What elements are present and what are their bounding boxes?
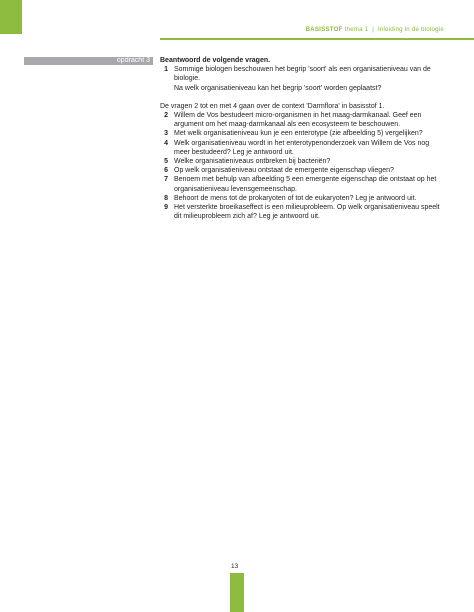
question-text: Met welk organisatieniveau kun je een enterotype (zie afbeelding 5) vergelijken?: [174, 130, 423, 138]
question-number: 3: [164, 130, 168, 138]
context-note: De vragen 2 tot en met 4 gaan over de context 'Darmflora' in basisstof 1.: [160, 102, 385, 110]
assignment-intro: Beantwoord de volgende vragen.: [160, 57, 271, 64]
question-number: 6: [164, 167, 168, 175]
question-number: 9: [164, 204, 168, 212]
question-number: 5: [164, 158, 168, 166]
question-text: Het versterkte broeikaseffect is een milieuprobleem. Op welk organisatieniveau speelt dit milieuprobleem zich af? Leg je antwoord uit.: [174, 204, 440, 221]
question-text: Op welk organisatieniveau ontstaat de emergente eigenschap vliegen?: [174, 167, 394, 175]
header-rule: [160, 38, 474, 40]
assignment-label-text: opdracht 3: [116, 57, 150, 64]
header-theme: thema 1: [344, 26, 369, 33]
assignment-content: [160, 56, 445, 221]
question-item: [160, 166, 445, 175]
question-item: [160, 203, 445, 221]
assignment-label: [24, 57, 153, 65]
question-number: 1: [164, 66, 168, 74]
question-item: [160, 111, 445, 129]
spacer: [160, 93, 445, 102]
question-text: Willem de Vos bestudeert micro-organismen in het maag-darmkanaal. Geef een argument om het maag-darmkanaal als een ecosysteem te beschouwen.: [174, 112, 422, 129]
question-text: Welke organisatieniveaus ontbreken bij bacteriën?: [174, 158, 331, 166]
running-header: [306, 26, 445, 33]
question-text: Sommige biologen beschouwen het begrip 'soort' als een organisatieniveau van de biologie.: [174, 66, 431, 83]
page-number: 13: [231, 563, 239, 570]
corner-accent-bar: [0, 0, 22, 34]
header-separator: |: [372, 26, 375, 33]
question-item: [160, 194, 445, 203]
footer-accent-bar: [230, 573, 244, 612]
question-text: Welk organisatieniveau wordt in het enterotypenonderzoek van Willem de Vos nog meer bestudeerd? Leg je antwoord uit.: [174, 139, 430, 156]
question-item: [160, 65, 445, 93]
question-number: 4: [164, 139, 168, 147]
question-item: [160, 157, 445, 166]
question-number: 2: [164, 112, 168, 120]
question-item: [160, 129, 445, 138]
question-item: [160, 175, 445, 193]
header-title: Inleiding in de biologie: [377, 26, 444, 33]
question-number: 7: [164, 176, 168, 184]
question-text: Benoem met behulp van afbeelding 5 een emergente eigenschap die ontstaat op het organisatieniveau levensgemeenschap.: [174, 176, 437, 193]
question-text-extra: Na welk organisatieniveau kan het begrip 'soort' worden geplaatst?: [174, 84, 382, 92]
header-section: BASISSTOF: [305, 26, 343, 33]
question-text: Behoort de mens tot de prokaryoten of tot de eukaryoten? Leg je antwoord uit.: [174, 194, 417, 202]
question-item: [160, 139, 445, 157]
question-number: 8: [164, 194, 168, 202]
